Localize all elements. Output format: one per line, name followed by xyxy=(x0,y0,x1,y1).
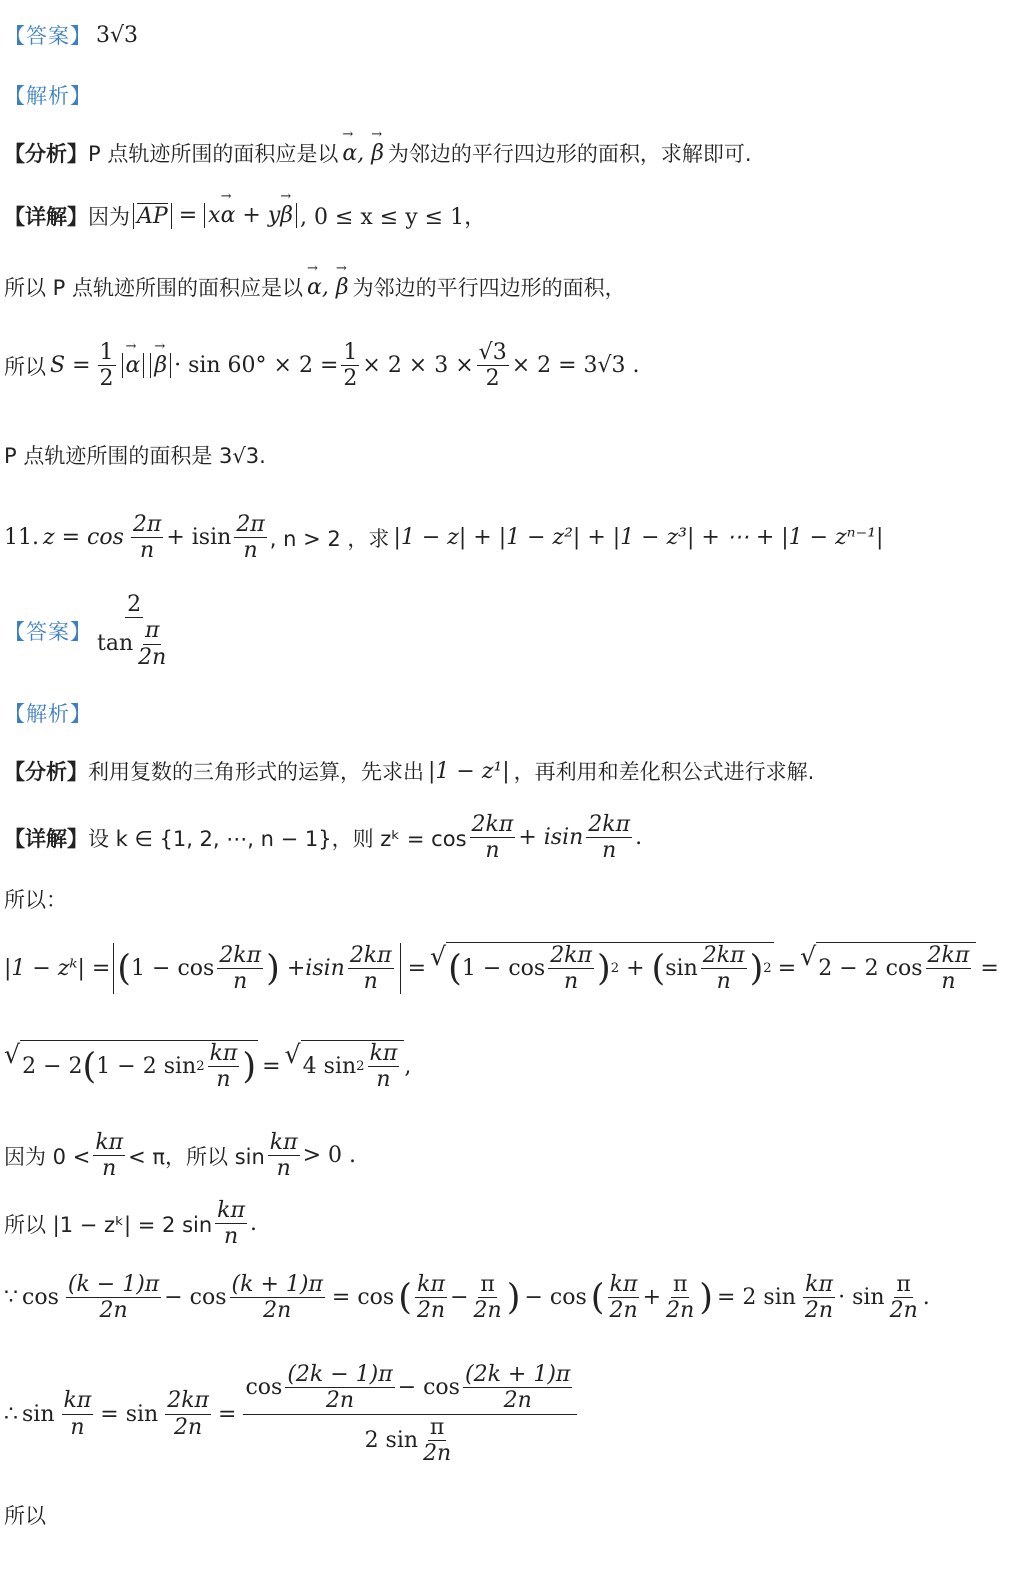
vectors-alpha-beta: → α, → β xyxy=(342,141,384,166)
sign-text-a: 因为 0 < xyxy=(4,1144,91,1169)
answer-value: 3√3 xyxy=(96,22,139,48)
frac-kpi-n: $\frac{k\pi}{n}$ xyxy=(95,1130,124,1182)
therefore-symbol: ∴ xyxy=(4,1401,18,1427)
fenxi-label: 【分析】 xyxy=(4,142,88,166)
stem-c: , n > 2 ，求 xyxy=(269,526,390,551)
fenxi-label-q11: 【分析】 xyxy=(4,760,88,784)
area-expr-c: × 2 × 3 × xyxy=(362,353,474,379)
answer-label: 【答案】 xyxy=(4,24,92,48)
suoyi-colon-line xyxy=(4,884,67,914)
last-suoyi-line xyxy=(4,1500,46,1530)
area-expr-a: S = xyxy=(50,353,91,379)
detail-line-q10: 【详解】 因为 AP = x → α + y → β , 0 ≤ x ≤ y ≤ 1， xyxy=(4,200,486,231)
analysis-label: 【解析】 xyxy=(4,84,92,108)
frac-2kpi-n-2: $\frac{2k\pi}{n}$ xyxy=(588,812,631,864)
sign-text-c: > 0 . xyxy=(302,1143,357,1169)
sqrt-4sin2: √ 4 sin 2 $\frac{k\pi}{n}$ xyxy=(285,1040,405,1093)
result-text: 所以 |1 − zᵏ| = 2 sin xyxy=(4,1212,213,1237)
suoyi-text-a: 所以 P 点轨迹所围的面积应是以 xyxy=(4,276,304,300)
detail-text-q11-a: 设 k ∈ {1, 2, ⋯, n − 1}，则 zᵏ = cos xyxy=(88,826,467,851)
answer-line-q11 xyxy=(4,592,176,670)
big-fraction: cos $\frac{(2k - 1)\pi}{2n}$ − cos $\frac{(2k + 1)\pi}{2n}$ 2 sin $\frac{\pi}{2n}$ xyxy=(243,1362,577,1466)
eq1-lhs: |1 − zᵏ| = xyxy=(4,955,111,981)
analysis-label-q11: 【解析】 xyxy=(4,702,92,726)
conclusion-line-q10 xyxy=(4,440,266,470)
frac-answer: 2 tan $\frac{\pi}{2n}$ xyxy=(97,592,167,670)
area-expr-b: · sin 60° × 2 = xyxy=(174,353,339,379)
sum-to-product-line: ∵ cos $\frac{(k - 1)\pi}{2n}$ − cos $\frac{(k + 1)\pi}{2n}$ = cos ( $\frac{k\pi}{2n}$ − $\frac{\pi}{2n}$ ) − cos ( $\frac{k\pi}{2n}$ + $\frac{\pi}{2n}$ ) = 2 sin $\frac{k\pi}{2n}$ · sin $\frac{\pi}{2n}$ . xyxy=(4,1272,930,1324)
result-line: 所以 |1 − zᵏ| = 2 sin $\frac{k\pi}{n}$ . xyxy=(4,1198,257,1250)
sign-text-b: < π，所以 sin xyxy=(128,1144,265,1169)
stem-a: z = cos xyxy=(43,525,124,551)
frac-kpi-n-3: $\frac{k\pi}{n}$ xyxy=(217,1198,245,1250)
suoyi-colon: 所以： xyxy=(4,888,67,912)
frac-k-plus-1: $\frac{(k + 1)\pi}{2n}$ xyxy=(231,1272,323,1324)
area-formula-line xyxy=(4,340,640,392)
fenxi-abs: |1 − z¹| xyxy=(428,758,510,784)
sqrt-double-angle: √ 2 − 2 ( 1 − 2 sin 2 $\frac{k\pi}{n}$ ) xyxy=(4,1040,257,1093)
fenxi-line-q11 xyxy=(4,756,814,786)
stem-sum: |1 − z| + |1 − z²| + |1 − z³| + ⋯ + |1 − zⁿ⁻¹| xyxy=(393,525,884,551)
frac-2pi-n-2: $\frac{2\pi}{n}$ xyxy=(236,512,265,564)
detail-label: 【详解】 xyxy=(4,204,88,229)
suoyi-line-q10 xyxy=(4,272,626,302)
area-prefix: 所以 xyxy=(4,354,46,379)
frac-one-half: $\frac{1}{2}$ xyxy=(99,340,114,392)
stem-b: + isin xyxy=(166,525,232,551)
abs-ap: AP xyxy=(133,203,172,229)
last-suoyi: 所以 xyxy=(4,1504,46,1528)
fenxi-text-a: P 点轨迹所围的面积应是以 xyxy=(88,142,339,166)
analysis-heading xyxy=(4,80,92,110)
analysis-heading-q11 xyxy=(4,698,92,728)
detail-condition: , 0 ≤ x ≤ y ≤ 1， xyxy=(300,205,487,230)
abs-beta: → β xyxy=(150,353,171,378)
answer-line-q10 xyxy=(4,20,142,50)
detail-text-a: 因为 xyxy=(88,204,130,229)
frac-2pi-n: $\frac{2\pi}{n}$ xyxy=(132,512,162,564)
modulus-derivation-2: √ 2 − 2 ( 1 − 2 sin 2 $\frac{k\pi}{n}$ ) = √ 4 sin 2 $\frac{k\pi}{n}$ , xyxy=(4,1040,412,1093)
frac-k-minus-1: $\frac{(k - 1)\pi}{2n}$ xyxy=(67,1272,160,1324)
vectors-alpha-beta-2: → α, → β xyxy=(307,275,349,300)
sqrt-sum-of-squares: √ ( 1 − cos $\frac{2k\pi}{n}$ ) 2 + ( sin $\frac{2k\pi}{n}$ ) 2 xyxy=(430,942,772,995)
question-number: 11. xyxy=(4,525,39,551)
abs-x-alpha-y-beta: x → α + y → β xyxy=(204,203,297,228)
sqrt-2-minus-2cos: √ 2 − 2 cos $\frac{2k\pi}{n}$ xyxy=(800,942,976,995)
fenxi-text-b: 为邻边的平行四边形的面积，求解即可. xyxy=(387,142,752,166)
frac-one-half-2: $\frac{1}{2}$ xyxy=(343,340,358,392)
frac-sqrt3-over-2: $\frac{√3}{2}$ xyxy=(478,340,507,392)
sign-line xyxy=(4,1130,356,1182)
abs-alpha: → α xyxy=(122,353,145,378)
abs-expression: ( 1 − cos $\frac{2k\pi}{n}$ ) + isin $\frac{2k\pi}{n}$ xyxy=(113,943,400,995)
answer-label-q11: 【答案】 xyxy=(4,619,92,644)
conclusion-text: P 点轨迹所围的面积是 3√3. xyxy=(4,444,266,468)
area-expr-d: × 2 = 3√3 . xyxy=(511,353,640,379)
suoyi-text-b: 为邻边的平行四边形的面积， xyxy=(352,276,626,300)
frac-kpi-n-2: $\frac{k\pi}{n}$ xyxy=(269,1130,298,1182)
frac-2kpi-n: $\frac{2k\pi}{n}$ xyxy=(471,812,514,864)
detail-label-q11: 【详解】 xyxy=(4,826,88,851)
question-11-stem xyxy=(4,512,887,564)
detail-text-q11-b: + isin xyxy=(518,825,584,851)
therefore-line: ∴ sin $\frac{k\pi}{n}$ = sin $\frac{2k\pi}{2n}$ = cos $\frac{(2k - 1)\pi}{2n}$ − cos $\frac{(2k + 1)\pi}{2n}$ 2 sin $\frac{\pi}{2n}$ xyxy=(4,1362,580,1466)
because-symbol: ∵ xyxy=(4,1285,18,1311)
fenxi-text-q11-b: ，再利用和差化积公式进行求解. xyxy=(513,760,815,784)
fenxi-line-q10 xyxy=(4,138,752,168)
modulus-derivation-1: |1 − zᵏ| = ( 1 − cos $\frac{2k\pi}{n}$ ) + isin $\frac{2k\pi}{n}$ = √ ( 1 − cos $\frac{2k\pi}{n}$ ) 2 + ( sin $\frac{2k\pi}{n}$ ) 2 = √ 2 − 2 cos $\frac{2k\pi}{n}$ = xyxy=(4,942,999,995)
fenxi-text-q11: 利用复数的三角形式的运算，先求出 xyxy=(88,760,424,784)
detail-line-q11: 【详解】 设 k ∈ {1, 2, ⋯, n − 1}，则 zᵏ = cos $\frac{2k\pi}{n}$ + isin $\frac{2k\pi}{n}$ . xyxy=(4,812,643,864)
